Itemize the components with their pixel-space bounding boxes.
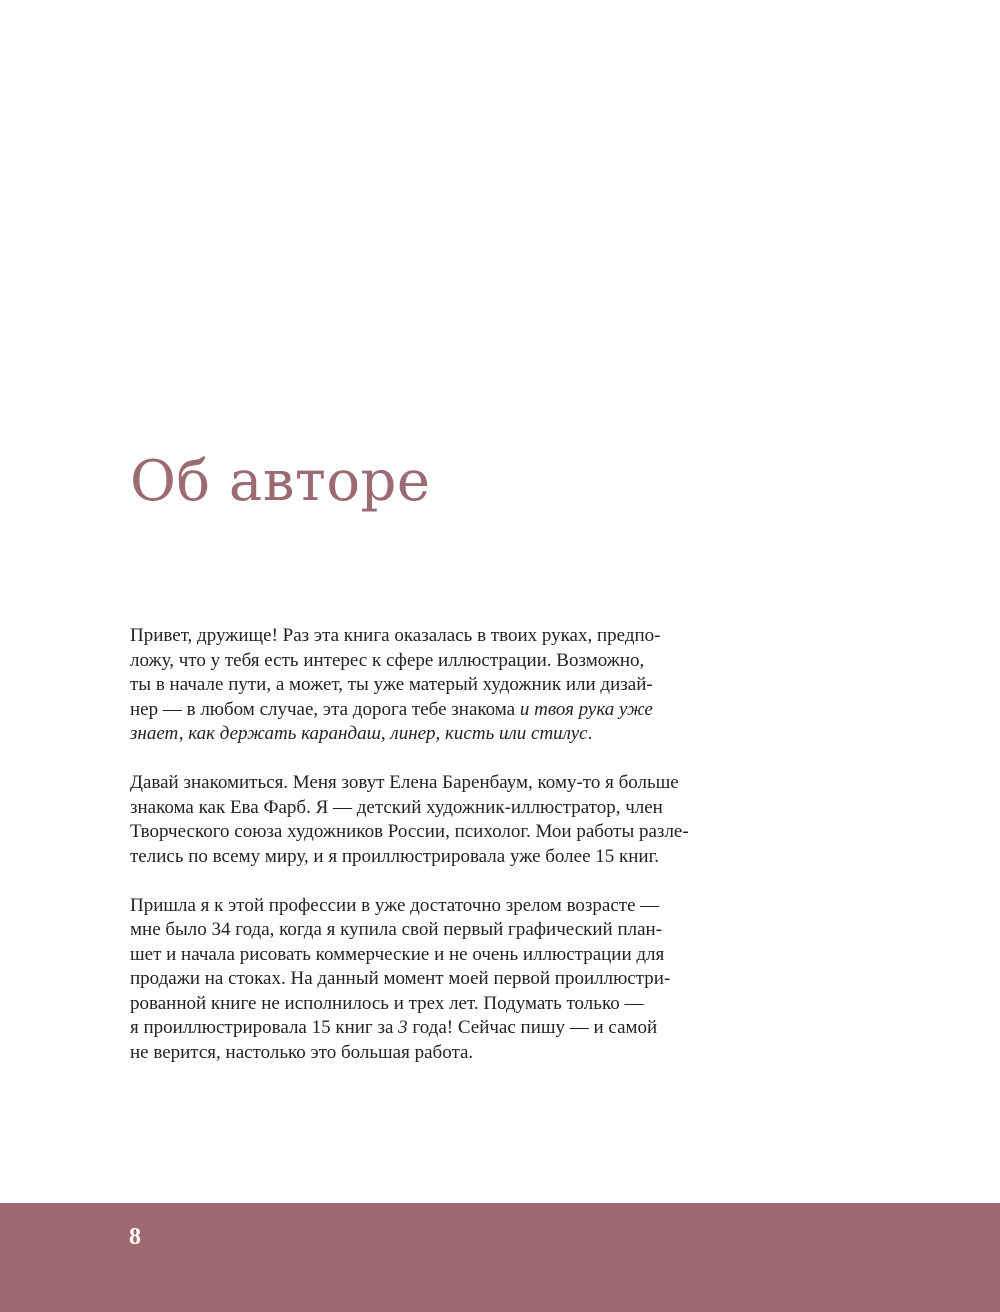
text-run: знакома как Ева Фарб. Я — детский художник-иллюстратор, член xyxy=(130,796,663,818)
text-run: ложу, что у тебя есть интерес к сфере иллюстрации. Возможно, xyxy=(130,649,645,671)
text-run: телись по всему миру, и я проиллюстрировала уже более 15 книг. xyxy=(130,845,659,867)
text-run: Пришла я к этой профессии в уже достаточно зрелом возрасте — xyxy=(130,894,660,916)
text-line xyxy=(130,820,750,845)
text-line xyxy=(130,796,750,821)
footer-bar xyxy=(0,1203,1000,1312)
body-text xyxy=(130,624,750,1090)
text-run: Давай знакомиться. Меня зовут Елена Баренбаум, кому-то я больше xyxy=(130,772,679,793)
text-run: рованной книге не исполнилось и трех лет. Подумать только — xyxy=(130,992,644,1014)
text-line xyxy=(130,698,750,723)
text-line xyxy=(130,624,750,649)
page-title: Об авторе xyxy=(130,449,431,514)
text-line xyxy=(130,967,750,992)
text-run: Привет, дружище! Раз эта книга оказалась в твоих руках, предпо- xyxy=(130,625,661,646)
text-line xyxy=(130,918,750,943)
text-run: продажи на стоках. На данный момент моей первой проиллюстри- xyxy=(130,968,671,989)
text-line xyxy=(130,845,750,870)
italic-text: 3 xyxy=(398,1017,408,1038)
text-line xyxy=(130,992,750,1017)
text-line xyxy=(130,943,750,968)
text-run: я проиллюстрировала 15 книг за xyxy=(130,1017,399,1038)
text-run: шет и начала рисовать коммерческие и не очень иллюстрации для xyxy=(130,943,665,965)
text-run: нер — в любом случае, эта дорога тебе знакома xyxy=(130,698,520,720)
text-line xyxy=(130,649,750,674)
italic-text: знает, как держать карандаш, линер, кисть или стилус xyxy=(130,723,588,744)
text-line xyxy=(130,771,750,796)
text-run: . xyxy=(587,723,593,744)
paragraph xyxy=(130,624,750,747)
text-line xyxy=(130,894,750,919)
text-run: ты в начале пути, а может, ты уже матерый художник или дизай- xyxy=(130,674,653,695)
text-line xyxy=(130,1041,750,1066)
text-run: года! Сейчас пишу — и самой xyxy=(407,1017,658,1038)
text-line xyxy=(130,722,750,747)
text-run: мне было 34 года, когда я купила свой первый графический план- xyxy=(130,919,663,940)
text-line xyxy=(130,1016,750,1041)
italic-text: и твоя рука уже xyxy=(519,698,653,720)
text-run: не верится, настолько это большая работа. xyxy=(130,1041,474,1063)
paragraph xyxy=(130,771,750,869)
page-number: 8 xyxy=(129,1224,141,1250)
text-run: Творческого союза художников России, психолог. Мои работы разле- xyxy=(130,821,689,842)
paragraph xyxy=(130,894,750,1066)
text-line xyxy=(130,673,750,698)
